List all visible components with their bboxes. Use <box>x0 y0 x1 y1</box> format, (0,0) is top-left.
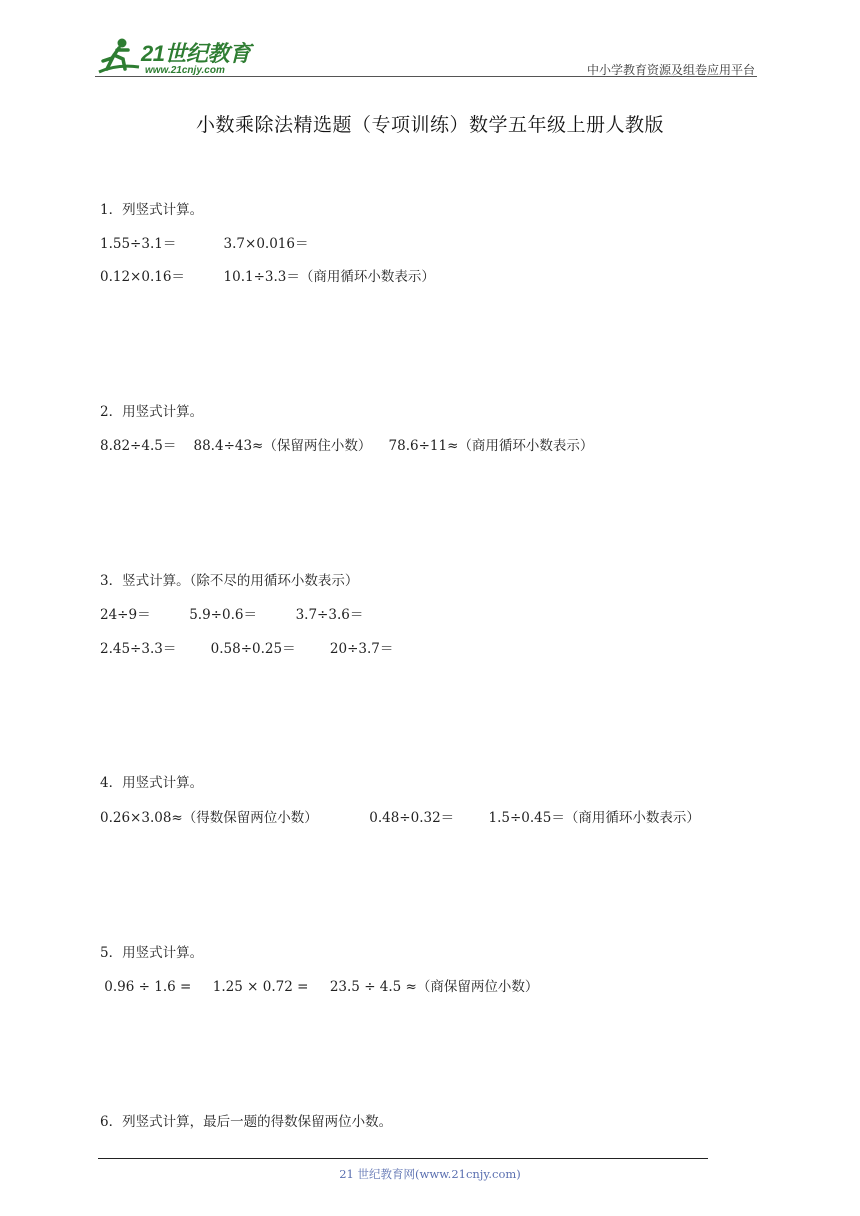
question-3-line-2: 2.45÷3.3＝ 0.58÷0.25＝ 20÷3.7＝ <box>100 641 394 657</box>
logo-url: www.21cnjy.com <box>145 65 225 76</box>
question-4-heading: 4．用竖式计算。 <box>100 775 204 791</box>
question-2-line-1: 8.82÷4.5＝ 88.4÷43≈（保留两住小数） 78.6÷11≈（商用循环小数表示） <box>100 438 594 454</box>
page-header <box>95 34 757 78</box>
question-1-heading: 1．列竖式计算。 <box>100 202 204 218</box>
footer-text: 21 世纪教育网(www.21cnjy.com) <box>339 1167 521 1181</box>
question-4-line-1: 0.26×3.08≈（得数保留两位小数） 0.48÷0.32＝ 1.5÷0.45＝（商用循环小数表示） <box>100 810 700 826</box>
logo-text: 21世纪教育 <box>141 41 251 66</box>
header-platform-text: 中小学教育资源及组卷应用平台 <box>586 63 755 77</box>
question-3-heading: 3．竖式计算。（除不尽的用循环小数表示） <box>100 573 359 589</box>
question-3-line-1: 24÷9＝ 5.9÷0.6＝ 3.7÷3.6＝ <box>100 607 364 623</box>
question-5-heading: 5．用竖式计算。 <box>100 945 204 961</box>
question-5-line-1: 0.96 ÷ 1.6 = 1.25 × 0.72 = 23.5 ÷ 4.5 ≈（商保留两位小数） <box>100 979 539 995</box>
logo <box>95 34 265 78</box>
footer-divider <box>98 1158 708 1159</box>
question-1-line-2: 0.12×0.16＝ 10.1÷3.3＝（商用循环小数表示） <box>100 269 435 285</box>
question-2-heading: 2．用竖式计算。 <box>100 404 204 420</box>
question-6-heading: 6．列竖式计算，最后一题的得数保留两位小数。 <box>100 1114 393 1130</box>
runner-logo-icon <box>95 36 143 78</box>
question-1-line-1: 1.55÷3.1＝ 3.7×0.016＝ <box>100 236 309 252</box>
header-divider <box>95 76 757 77</box>
page-title: 小数乘除法精选题（专项训练）数学五年级上册人教版 <box>195 114 664 136</box>
